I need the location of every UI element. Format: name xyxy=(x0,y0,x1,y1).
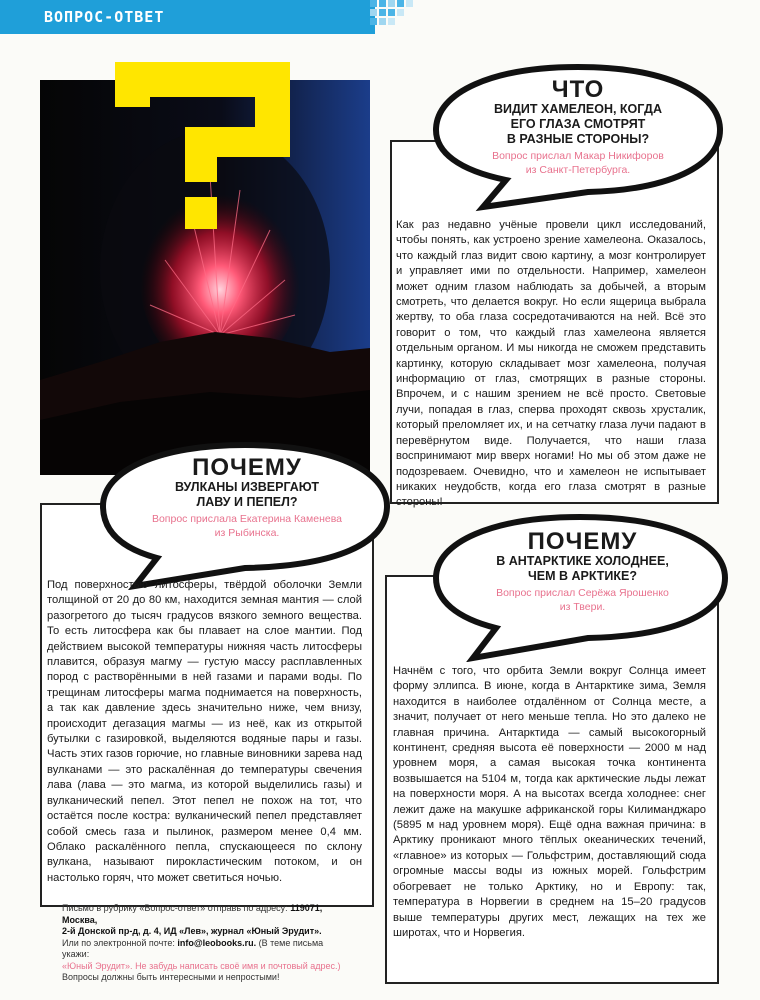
note-text: Вопросы должны быть интересными и непростыми! xyxy=(62,972,280,982)
answer-text-volcano: Под поверхностью литосферы, твёрдой оболочки Земли толщиной от 20 до 80 км, находится земная мантия — слой разогретого до тысяч градусов вязкого земного вещества. То есть литосфера как бы плавает на слое мантии. Под действием высокой температуры нижняя часть литосферы плавится, образуя магму — густую массу расплавленных пород с растворёнными в ней газами и парами воды. По трещинам литосферы магма поднимается на поверхность, а так как давление здесь значительно ниже, чем внизу, происходит дегазация магмы — из неё, как из открытой бутылки с газировкой, выделяются водяные пары и газы. Часть этих газов горючие, но главные виновники зарева над вулканами — это раскалённая до температуры свечения лава (лава — это магма, из которой выделились газы) и вулканический пепел. Этот пепел не похож на тот, что остаётся после костра: вулканический пепел представляет собой смесь газа и пылинок, размером менее 0,4 мм. Облако раскалённого пепла, спускающееся по склону вулкана, называют пирокластическим потоком, и он настолько горяч, что может светиться ночью. xyxy=(47,579,362,884)
question-subtitle-line: В РАЗНЫЕ СТОРОНЫ? xyxy=(506,132,650,146)
email-link[interactable]: info@leobooks.ru. xyxy=(177,937,257,948)
question-subtitle-line: ВУЛКАНЫ ИЗВЕРГАЮТ xyxy=(174,480,320,494)
question-heading: ПОЧЕМУ xyxy=(527,528,638,555)
note-text: Письмо в рубрику «Вопрос-ответ» отправь по адресу: xyxy=(62,903,288,913)
question-credit-line: Вопрос прислала Екатерина Каменева xyxy=(151,513,343,525)
question-antarctica xyxy=(450,530,715,614)
answer-text-chameleon: Как раз недавно учёные провели цикл исследований, чтобы понять, как устроено зрение хамелеона. Оказалось, что каждый глаз видит свою картину, а мозг контролирует и управляет ими по отдельности. Например, хамелеон может одним глазом наблюдать за добычей, а вторым смотреть, что делается вокруг. Но если ящерица выбрала жертву, то оба глаза сосредотачиваются на ней. Всё это говорит о том, что каждый глаз хамелеона является отдельным органом. И мы никогда не сможем представить картинку, которую складывает мозг хамелеона, получая информацию от глаз, смотрящих в разные стороны. Впрочем, и с нашим зрением не всё просто. Световые лучи, попадая в глаз, сперва проходят сквозь хрусталик, который преломляет их, и на сетчатку глаза лучи падают в перевёрнутом виде. Получается, что наши глаза воспринимают мир вверх ногами! Но мы об этом даже не подозреваем. Очевидно, что и хамелеон не испытывает никаких неудобств, когда его глаза смотрят в разные стороны! xyxy=(396,219,706,509)
question-credit-line: Вопрос прислал Серёжа Ярошенко xyxy=(496,587,669,599)
question-heading: ПОЧЕМУ xyxy=(192,454,302,481)
note-text: Не забудь написать своё имя и почтовый адрес.) xyxy=(135,960,341,971)
question-credit-line: Вопрос прислал Макар Никифоров xyxy=(492,150,664,162)
submission-note xyxy=(62,903,352,984)
answer-text-antarctica: Начнём с того, что орбита Земли вокруг Солнца имеет форму эллипса. В июне, когда в Антарктике зима, Земля находится в наиболее отдалённом от Солнца месте, а значит, получает от него меньше тепла. Но это далеко не главная причина. Антарктида — самый высокогорный континент, средняя высота её поверхности — 2000 м над уровнем моря, а самая высокая точка континента возвышается на 5104 м, тогда как арктические льды лежат на поверхности моря. А на высотах всегда холоднее: снег лежит даже на макушке африканской горы Килиманджаро (5895 м над уровнем моря). Ещё одна важная причина: в Арктику проникают много тёплых океанических течений, «главное» из которых — Гольфстрим, доставляющий сюда огромные массы воды из южных морей. Гольфстрим обогревает не только Арктику, но и Европу: так, температура в Норвегии в среднем на 15–20 градусов выше температуры других мест, лежащих на тех же широтах, что и Норвегия. xyxy=(393,665,706,939)
question-subtitle-line: В АНТАРКТИКЕ ХОЛОДНЕЕ, xyxy=(496,554,669,568)
question-credit-line: из Санкт-Петербурга. xyxy=(525,164,631,176)
note-text: Или по электронной почте: xyxy=(62,937,175,948)
note-text: (В теме письма укажи: xyxy=(62,937,324,959)
question-heading: ЧТО xyxy=(551,76,605,103)
magazine-name: «Юный Эрудит». xyxy=(62,960,133,971)
question-credit-line: из Рыбинска. xyxy=(214,527,280,539)
note-address: 119071, Москва, xyxy=(62,903,323,925)
question-mark-icon xyxy=(115,62,290,232)
question-chameleon xyxy=(448,78,708,177)
question-volcano xyxy=(112,456,382,540)
note-address: 2-й Донской пр-д, д. 4, ИД «Лев», журнал «Юный Эрудит». xyxy=(62,926,322,936)
question-subtitle-line: ЛАВУ И ПЕПЕЛ? xyxy=(196,495,298,509)
question-subtitle-line: ВИДИТ ХАМЕЛЕОН, КОГДА xyxy=(494,102,662,116)
question-subtitle-line: ЧЕМ В АРКТИКЕ? xyxy=(527,569,638,583)
section-title: ВОПРОС-ОТВЕТ xyxy=(44,8,165,26)
question-subtitle-line: ЕГО ГЛАЗА СМОТРЯТ xyxy=(510,117,646,131)
question-credit-line: из Твери. xyxy=(559,601,606,613)
